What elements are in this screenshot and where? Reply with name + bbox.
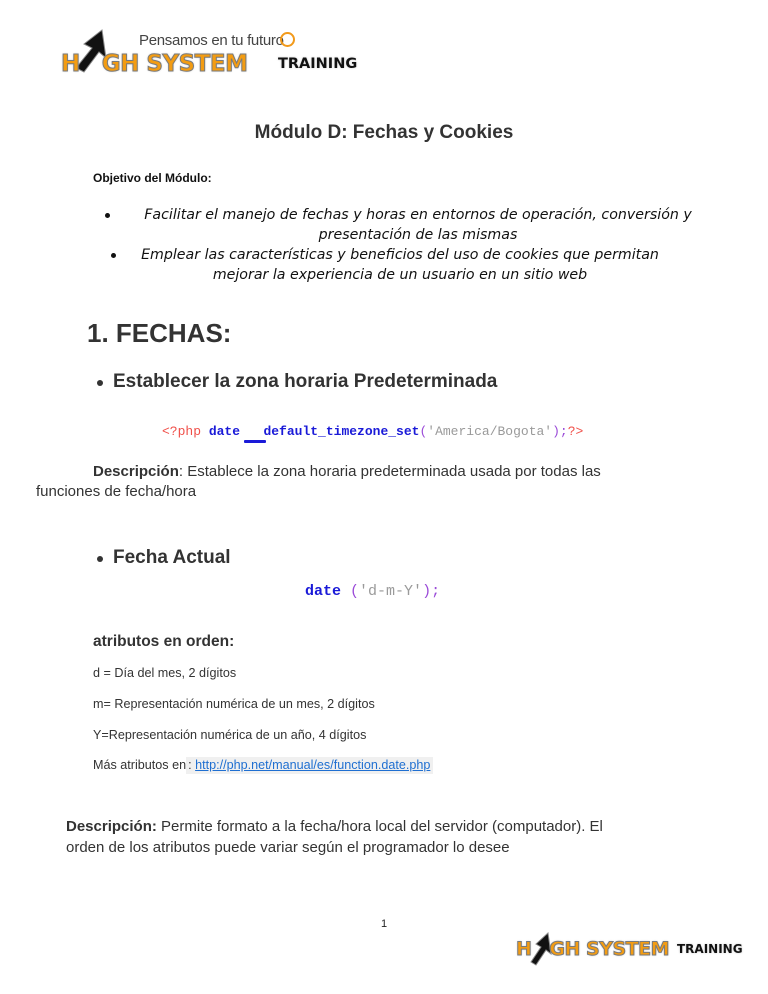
attribute-d: d = Día del mes, 2 dígitos (93, 666, 237, 680)
objective-item-1: Facilitar el manejo de fechas y horas en entornos de operación, conversión y presentación de las mismas (144, 207, 692, 243)
more-attributes: Más atributos en : http://php.net/manual/es/function.date.php (93, 758, 433, 772)
ring-icon (280, 32, 295, 47)
footer-logo-training: TRAINING (677, 942, 743, 956)
objective-label: Objetivo del Módulo: (93, 171, 212, 185)
bullet-icon (97, 380, 103, 386)
description-timezone-line2: funciones de fecha/hora (36, 483, 197, 500)
attributes-title: atributos en orden: (93, 633, 235, 650)
code-date: date ('d-m-Y'); (305, 583, 441, 600)
logo-brand: H GH SYSTEM (61, 51, 248, 77)
php-docs-link[interactable]: http://php.net/manual/es/function.date.php (195, 758, 431, 772)
subsection-heading-current-date: Fecha Actual (113, 547, 231, 568)
footer-logo (512, 930, 752, 970)
description-date-line2: orden de los atributos puede variar según el programador lo desee (66, 839, 510, 856)
logo-training: TRAINING (278, 56, 358, 72)
code-underscore-mark (244, 440, 266, 443)
logo-tagline: Pensamos en tu futuro (139, 32, 295, 49)
page-number: 1 (381, 918, 388, 930)
link-container: : http://php.net/manual/es/function.date.php (186, 757, 433, 774)
description-timezone: Descripción: Establece la zona horaria predeterminada usada por todas las (93, 463, 601, 480)
code-timezone: <?php date default_timezone_set('America/Bogota');?> (162, 424, 584, 439)
bullet-icon (111, 253, 116, 258)
attribute-m: m= Representación numérica de un mes, 2 dígitos (93, 697, 375, 711)
header-logo (50, 20, 358, 80)
objective-item-2: Emplear las características y beneficios del uso de cookies que permitan mejorar la experiencia de un usuario en un sitio web (141, 247, 659, 283)
section-heading: 1. FECHAS: (87, 318, 232, 348)
description-date: Descripción: Permite formato a la fecha/hora local del servidor (computador). El (66, 818, 603, 835)
footer-logo-brand: H GH SYSTEM (516, 938, 669, 960)
bullet-icon (105, 213, 110, 218)
attribute-Y: Y=Representación numérica de un año, 4 dígitos (93, 728, 367, 742)
page-title: Módulo D: Fechas y Cookies (254, 122, 514, 143)
subsection-heading-timezone: Establecer la zona horaria Predeterminada (113, 371, 498, 392)
bullet-icon (97, 556, 103, 562)
